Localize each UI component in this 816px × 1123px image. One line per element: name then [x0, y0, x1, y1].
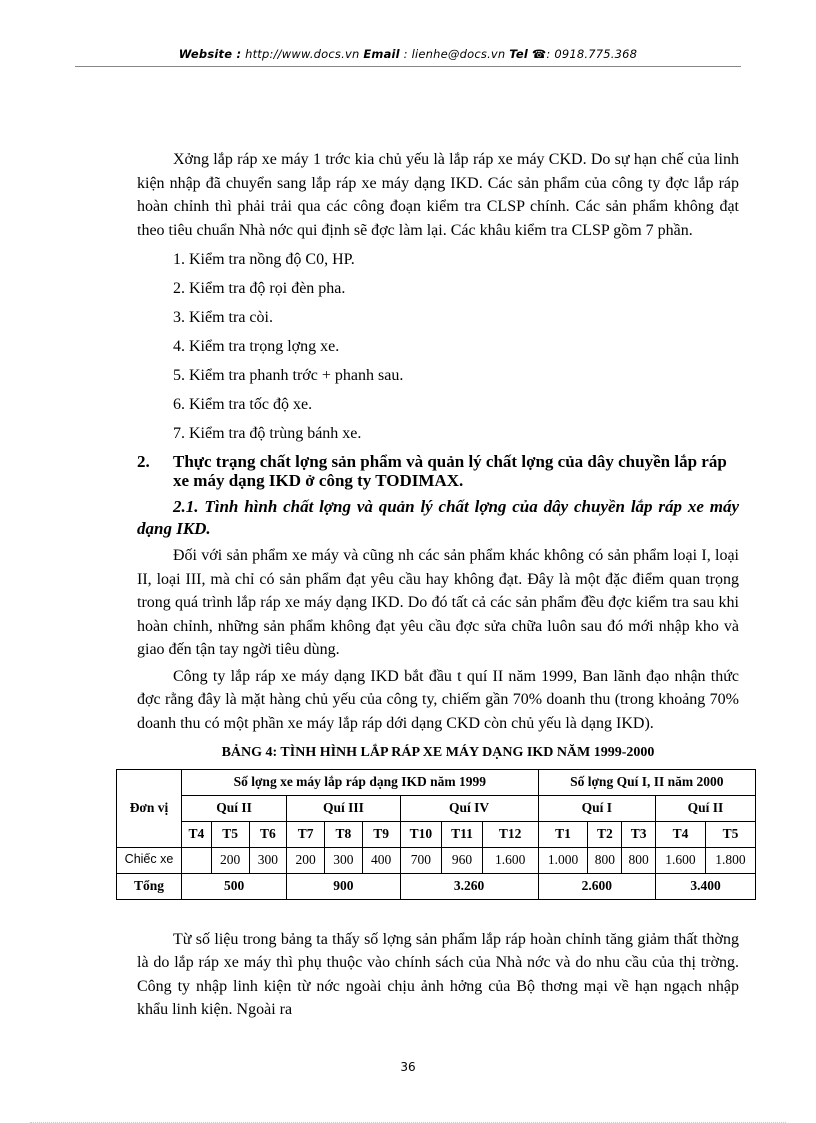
- table-cell: 200: [287, 847, 325, 873]
- total-label: Tổng: [117, 873, 182, 899]
- list-item: 5. Kiểm tra phanh trớc + phanh sau.: [173, 367, 404, 384]
- page-body: [124, 148, 746, 1025]
- list-item: 1. Kiểm tra nồng độ C0, HP.: [173, 251, 355, 268]
- list-item: 7. Kiểm tra độ trùng bánh xe.: [173, 425, 362, 442]
- table-cell: 400: [362, 847, 400, 873]
- page-number: 36: [400, 1060, 416, 1074]
- list-item: 3. Kiểm tra còi.: [173, 309, 273, 326]
- quarter-header: Quí II: [182, 795, 287, 821]
- month-header: T4: [656, 821, 706, 847]
- unit-header: Đơn vị: [117, 769, 182, 847]
- total-cell: 2.600: [538, 873, 655, 899]
- table-cell: 1.600: [482, 847, 538, 873]
- table-title: BẢNG 4: TÌNH HÌNH LẮP RÁP XE MÁY DẠNG IKD NĂM 1999-2000: [221, 745, 655, 760]
- page-header: [75, 47, 741, 61]
- quality-check-list: [137, 245, 739, 448]
- paragraph-analysis: Từ số liệu trong bảng ta thấy số lợng sản phẩm lắp ráp hoàn chỉnh tăng giảm thất thờng là do lắp ráp xe máy thì phụ thuộc vào chính sách của Nhà nớc và do nhu cầu của thị trờng. Công ty nhập linh kiện từ nớc ngoài chịu ảnh hởng của Bộ thơng mại về hạn ngạch nhập khẩu linh kiện. Ngoài ra: [137, 930, 739, 1018]
- total-cell: 900: [287, 873, 400, 899]
- tel-label: Tel: [509, 47, 528, 61]
- month-header: T6: [249, 821, 287, 847]
- month-header: T5: [211, 821, 249, 847]
- phone-icon: ☎: [531, 47, 547, 61]
- table-row-total: [117, 873, 756, 899]
- tel-number: : 0918.775.368: [546, 47, 638, 61]
- quarter-header: Quí IV: [400, 795, 538, 821]
- month-header: T7: [287, 821, 325, 847]
- table-cell: 1.000: [538, 847, 588, 873]
- section-heading: [137, 452, 739, 490]
- table-cell: [182, 847, 212, 873]
- month-header: T9: [362, 821, 400, 847]
- month-header: T10: [400, 821, 442, 847]
- month-header: T3: [622, 821, 656, 847]
- list-item: 4. Kiểm tra trọng lợng xe.: [173, 338, 340, 355]
- table-cell: 300: [325, 847, 363, 873]
- total-cell: 3.400: [656, 873, 756, 899]
- intro-paragraph: Xởng lắp ráp xe máy 1 trớc kia chủ yếu là lắp ráp xe máy CKD. Do sự hạn chế của linh kiện nhập đã chuyển sang lắp ráp xe máy dạng IKD. Các sản phẩm của công ty đợc lắp ráp hoàn chỉnh thì phải trải qua các công đoạn kiểm tra CLSP chính. Các sản phẩm không đạt theo tiêu chuẩn Nhà nớc qui định sẽ đợc làm lại. Các khâu kiểm tra CLSP gồm 7 phần.: [137, 151, 739, 239]
- month-header: T12: [482, 821, 538, 847]
- subsection-heading: 2.1. Tình hình chất lợng và quản lý chất lợng của dây chuyền lắp ráp xe máy dạng IKD.: [137, 497, 739, 538]
- month-header: T1: [538, 821, 588, 847]
- month-header: T4: [182, 821, 212, 847]
- table-cell: 1.600: [656, 847, 706, 873]
- quarter-header: Quí I: [538, 795, 655, 821]
- month-header: T8: [325, 821, 363, 847]
- section-number: 2.: [137, 452, 150, 471]
- group-header-1999: Số lợng xe máy lắp ráp dạng IKD năm 1999: [182, 769, 539, 795]
- month-header: T5: [705, 821, 755, 847]
- table-cell: 200: [211, 847, 249, 873]
- table-cell: 300: [249, 847, 287, 873]
- website-label: Website :: [178, 47, 242, 61]
- table-cell: 960: [442, 847, 482, 873]
- section-title: Thực trạng chất lợng sản phẩm và quản lý chất lợng của dây chuyền lắp ráp xe máy dạng IKD ở công ty TODIMAX.: [173, 452, 727, 490]
- table-row: [117, 847, 756, 873]
- quarter-header: Quí II: [656, 795, 756, 821]
- assembly-table: [116, 769, 756, 900]
- table-cell: 1.800: [705, 847, 755, 873]
- quarter-header: Quí III: [287, 795, 400, 821]
- website-url[interactable]: http://www.docs.vn: [241, 47, 364, 61]
- table-cell: 800: [588, 847, 622, 873]
- email-label: Email: [363, 47, 400, 61]
- total-cell: 500: [182, 873, 287, 899]
- month-header: T2: [588, 821, 622, 847]
- table-cell: 700: [400, 847, 442, 873]
- header-divider: [75, 66, 741, 67]
- month-header: T11: [442, 821, 482, 847]
- paragraph-ikd-start: Công ty lắp ráp xe máy dạng IKD bắt đầu t quí II năm 1999, Ban lãnh đạo nhận thức đợc rằng đây là mặt hàng chủ yếu của công ty, chiếm gần 70% doanh thu (trong khoảng 70% doanh thu có một phần xe máy lắp ráp dới dạng CKD còn chủ yếu là dạng IKD).: [137, 667, 739, 732]
- list-item: 2. Kiểm tra độ rọi đèn pha.: [173, 280, 346, 297]
- email-address[interactable]: : lienhe@docs.vn: [399, 47, 510, 61]
- row-label: Chiếc xe: [117, 847, 182, 873]
- table-cell: 800: [622, 847, 656, 873]
- list-item: 6. Kiểm tra tốc độ xe.: [173, 396, 313, 413]
- total-cell: 3.260: [400, 873, 538, 899]
- group-header-2000: Số lợng Quí I, II năm 2000: [538, 769, 755, 795]
- paragraph-quality: Đối với sản phẩm xe máy và cũng nh các sản phẩm khác không có sản phẩm loại I, loại II, loại III, mà chỉ có sản phẩm đạt yêu cầu hay không đạt. Đây là một đặc điểm quan trọng trong quá trình lắp ráp xe máy dạng IKD. Do đó tất cả các sản phẩm đều đợc kiểm tra sau khi hoàn chỉnh, những sản phẩm không đạt yêu cầu đợc sửa chữa luôn sau đó mới nhập kho và giao đến tận tay ngời tiêu dùng.: [137, 547, 739, 658]
